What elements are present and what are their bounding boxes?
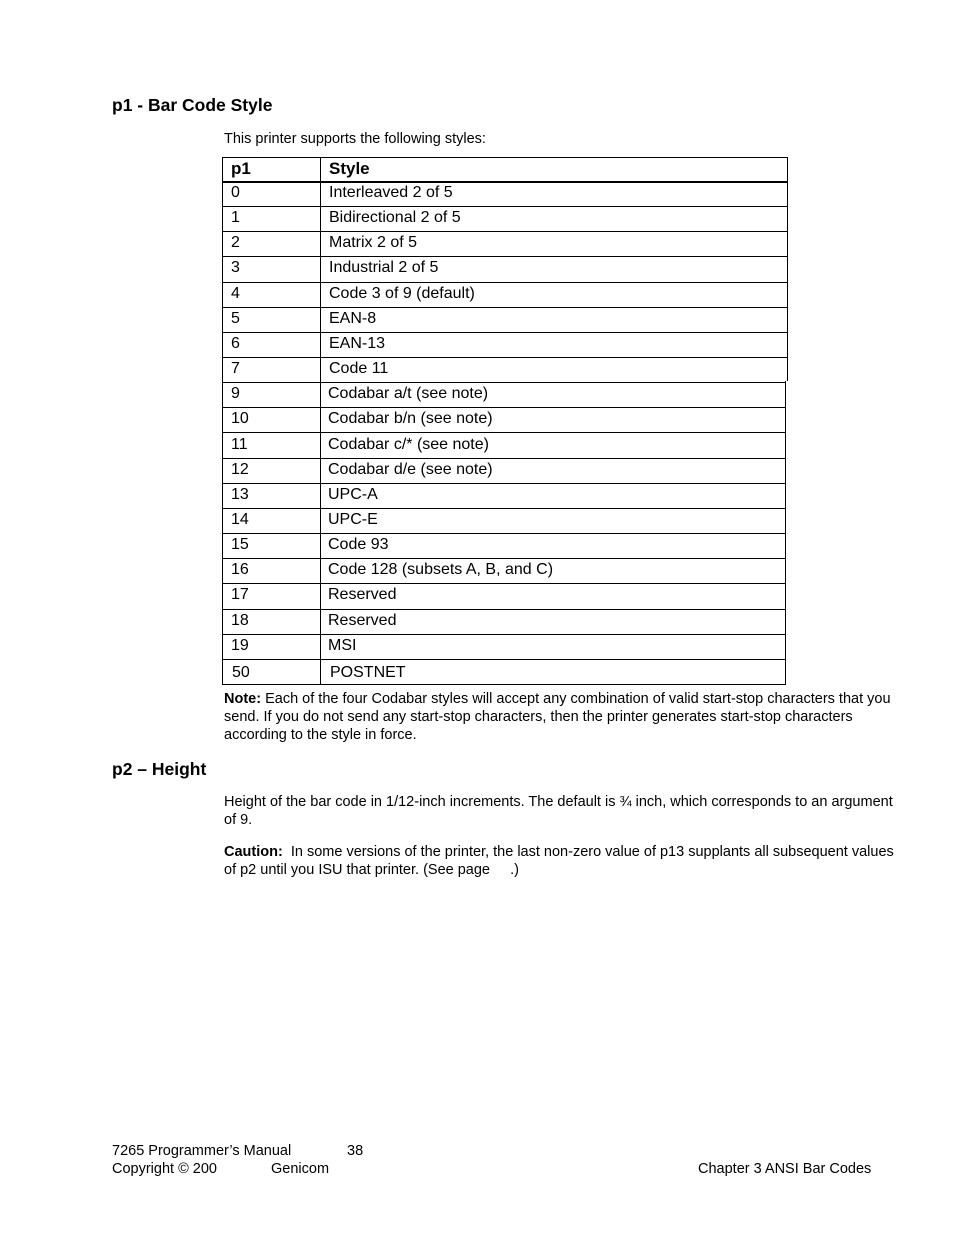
table-row: [222, 434, 786, 459]
table-row: [222, 484, 786, 509]
row-style-name: EAN-13: [329, 334, 386, 352]
row-p1-value: 5: [231, 309, 240, 327]
caution-paragraph: [224, 843, 904, 879]
table-row: [222, 257, 788, 282]
table-row: [222, 509, 786, 534]
note-text: Each of the four Codabar styles will accept any combination of valid start-stop characters that you send. If you do not send any start-stop characters, then the printer generates start-stop characters according to the style in force.: [224, 691, 891, 743]
row-p1-value: 0: [231, 184, 240, 201]
row-style-name: Code 128 (subsets A, B, and C): [328, 561, 554, 579]
codabar-note: [224, 690, 904, 744]
row-style-name: MSI: [328, 636, 357, 654]
row-style-name: Reserved: [328, 586, 397, 604]
row-p1-value: 9: [231, 385, 240, 403]
row-p1-value: 6: [231, 334, 240, 352]
row-style-name: POSTNET: [330, 663, 406, 681]
row-p1-value: 13: [231, 485, 249, 503]
row-style-name: UPC-E: [328, 510, 378, 528]
footer-company: Genicom: [271, 1161, 330, 1177]
header-style: Style: [329, 159, 370, 178]
row-p1-value: 18: [231, 611, 249, 629]
row-p1-value: 19: [231, 636, 249, 654]
caution-text: In some versions of the printer, the last non-zero value of p13 supplants all subsequent values of p2 until you ISU that printer. (See page .): [224, 844, 898, 878]
height-description: Height of the bar code in 1/12-inch increments. The default is ¾ inch, which corresponds to an argument of 9.: [224, 794, 893, 828]
table-row: [222, 635, 786, 660]
row-p1-value: 10: [231, 410, 249, 428]
table-row: [222, 182, 788, 207]
bar-code-style-table: [222, 157, 788, 685]
table-row: [222, 308, 788, 333]
caution-label: Caution:: [224, 844, 283, 860]
table-row: [222, 333, 788, 358]
header-p1: p1: [231, 159, 251, 178]
row-style-name: Code 11: [329, 360, 389, 378]
row-style-name: Reserved: [328, 611, 397, 629]
table-row: [222, 584, 786, 609]
table-header-row: [222, 157, 788, 182]
row-p1-value: 4: [231, 284, 240, 302]
table-row: [222, 283, 788, 308]
row-style-name: Bidirectional 2 of 5: [329, 209, 461, 227]
table-row: [222, 358, 786, 383]
table-row: [222, 207, 788, 232]
section-heading-bar-code-style: p1 - Bar Code Style: [112, 95, 273, 115]
footer-page-number: 38: [347, 1143, 364, 1159]
row-p1-value: 3: [231, 259, 240, 277]
table-intro: This printer supports the following styles:: [224, 131, 486, 147]
row-style-name: Code 3 of 9 (default): [329, 284, 475, 302]
row-p1-value: 2: [231, 234, 240, 252]
table-row: [222, 559, 786, 584]
row-style-name: Codabar d/e (see note): [328, 460, 493, 478]
row-p1-value: 11: [231, 435, 248, 453]
table-row: [222, 660, 786, 685]
row-p1-value: 1: [231, 209, 240, 227]
row-p1-value: 7: [231, 360, 240, 378]
table-row: [222, 534, 786, 559]
row-p1-value: 12: [231, 460, 249, 478]
note-label: Note:: [224, 691, 262, 707]
row-style-name: Codabar c/* (see note): [328, 435, 489, 453]
row-style-name: Matrix 2 of 5: [329, 234, 418, 252]
footer-manual-title: 7265 Programmer’s Manual: [112, 1143, 292, 1159]
table-row: [222, 232, 788, 257]
row-style-name: Codabar a/t (see note): [328, 385, 489, 403]
section-heading-height: p2 – Height: [112, 759, 207, 779]
row-style-name: UPC-A: [328, 485, 378, 503]
row-p1-value: 15: [231, 536, 249, 554]
row-p1-value: 50: [232, 663, 250, 681]
row-style-name: EAN-8: [329, 309, 377, 327]
footer-copyright: Copyright © 200: [112, 1161, 217, 1177]
table-row: [222, 408, 786, 433]
table-row: [222, 383, 786, 408]
row-style-name: Industrial 2 of 5: [329, 259, 439, 277]
row-p1-value: 14: [231, 510, 249, 528]
row-style-name: Code 93: [328, 536, 389, 554]
row-style-name: Codabar b/n (see note): [328, 410, 493, 428]
row-style-name: Interleaved 2 of 5: [329, 184, 453, 201]
table-row: [222, 459, 786, 484]
row-p1-value: 17: [231, 586, 249, 604]
table-row: [222, 610, 786, 635]
footer-chapter: Chapter 3 ANSI Bar Codes: [698, 1161, 872, 1177]
row-p1-value: 16: [231, 561, 249, 579]
